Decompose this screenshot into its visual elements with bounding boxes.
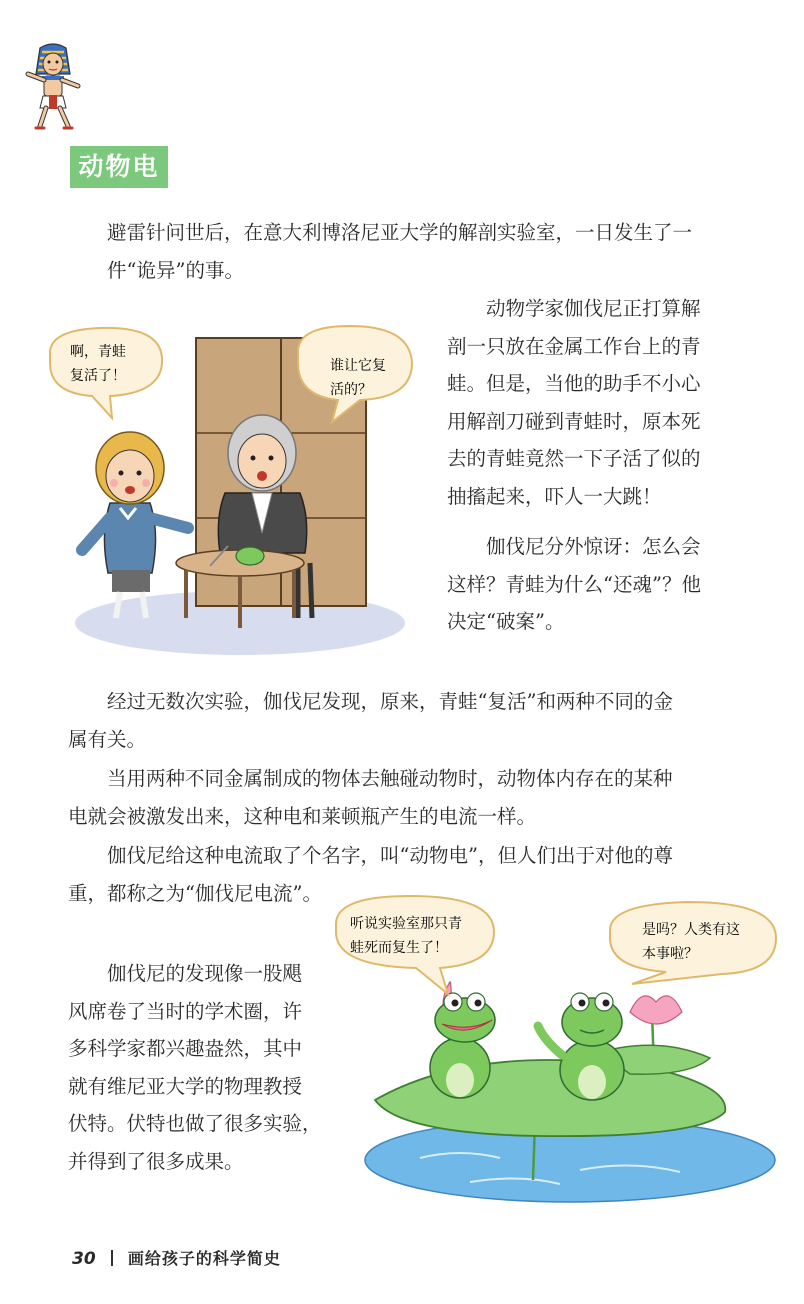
page-footer	[72, 1246, 281, 1272]
text-line: 剖一只放在金属工作台上的青	[447, 334, 701, 358]
text-line: 就有维尼亚大学的物理教授	[68, 1074, 303, 1098]
text-line: 并得到了很多成果。	[68, 1149, 244, 1173]
text-line: 去的青蛙竟然一下子活了似的	[447, 447, 701, 470]
paragraph	[68, 760, 726, 835]
footer-divider	[111, 1250, 113, 1266]
text-line: 重，都称之为“伽伐尼电流”。	[68, 881, 322, 905]
text-line: 动物学家伽伐尼正打算解	[486, 297, 701, 320]
paragraph	[447, 290, 727, 515]
pharaoh-mascot-icon	[18, 40, 88, 132]
text-line: 当用两种不同金属制成的物体去触碰动物时，动物体内存在的某种	[107, 767, 673, 790]
text-line: 风席卷了当时的学术圈，许	[68, 999, 303, 1023]
text-line: 伽伐尼分外惊讶：怎么会	[486, 535, 701, 558]
text-line: 电就会被激发出来，这种电和莱顿瓶产生的电流一样。	[68, 804, 537, 828]
bubble-frog-right-line: 本事啦？	[642, 946, 698, 962]
page-number: 30	[72, 1249, 96, 1269]
paragraph	[447, 528, 727, 641]
text-line: 伽伐尼的发现像一股飓	[107, 962, 303, 985]
frogs-illustration	[330, 890, 790, 1210]
bubble-galvani-line: 谁让它复	[330, 358, 386, 374]
text-line: 经过无数次实验，伽伐尼发现，原来，青蛙“复活”和两种不同的金	[107, 690, 673, 713]
text-line: 用解剖刀碰到青蛙时，原本死	[447, 409, 701, 433]
text-line: 避雷针问世后，在意大利博洛尼亚大学的解剖实验室，一日发生了一	[107, 221, 693, 244]
bubble-assistant-line: 复活了！	[70, 368, 126, 384]
bubble-frog-right-line: 是吗？人类有这	[642, 922, 740, 938]
paragraph	[68, 955, 336, 1180]
text-line: 多科学家都兴趣盎然，其中	[68, 1037, 303, 1060]
text-line: 伏特。伏特也做了很多实验，	[68, 1112, 322, 1135]
text-line: 件“诡异”的事。	[107, 258, 244, 282]
text-line: 这样？青蛙为什么“还魂”？他	[447, 572, 701, 596]
lab-illustration	[40, 318, 440, 663]
text-line: 蛙。但是，当他的助手不小心	[447, 372, 701, 395]
text-line: 决定“破案”。	[447, 610, 565, 633]
bubble-galvani-line: 活的？	[330, 382, 372, 398]
text-line: 伽伐尼给这种电流取了个名字，叫“动物电”，但人们出于对他的尊	[107, 844, 673, 867]
book-title: 画给孩子的科学简史	[127, 1249, 281, 1268]
bubble-frog-left-line: 听说实验室那只青	[350, 916, 462, 932]
text-line: 属有关。	[68, 727, 147, 751]
section-title: 动物电	[70, 146, 168, 188]
text-line: 抽搐起来，吓人一大跳！	[447, 484, 662, 508]
paragraph	[68, 683, 726, 758]
bubble-assistant-line: 啊，青蛙	[70, 344, 126, 360]
bubble-frog-left-line: 蛙死而复生了！	[350, 940, 448, 956]
paragraph	[68, 214, 726, 289]
